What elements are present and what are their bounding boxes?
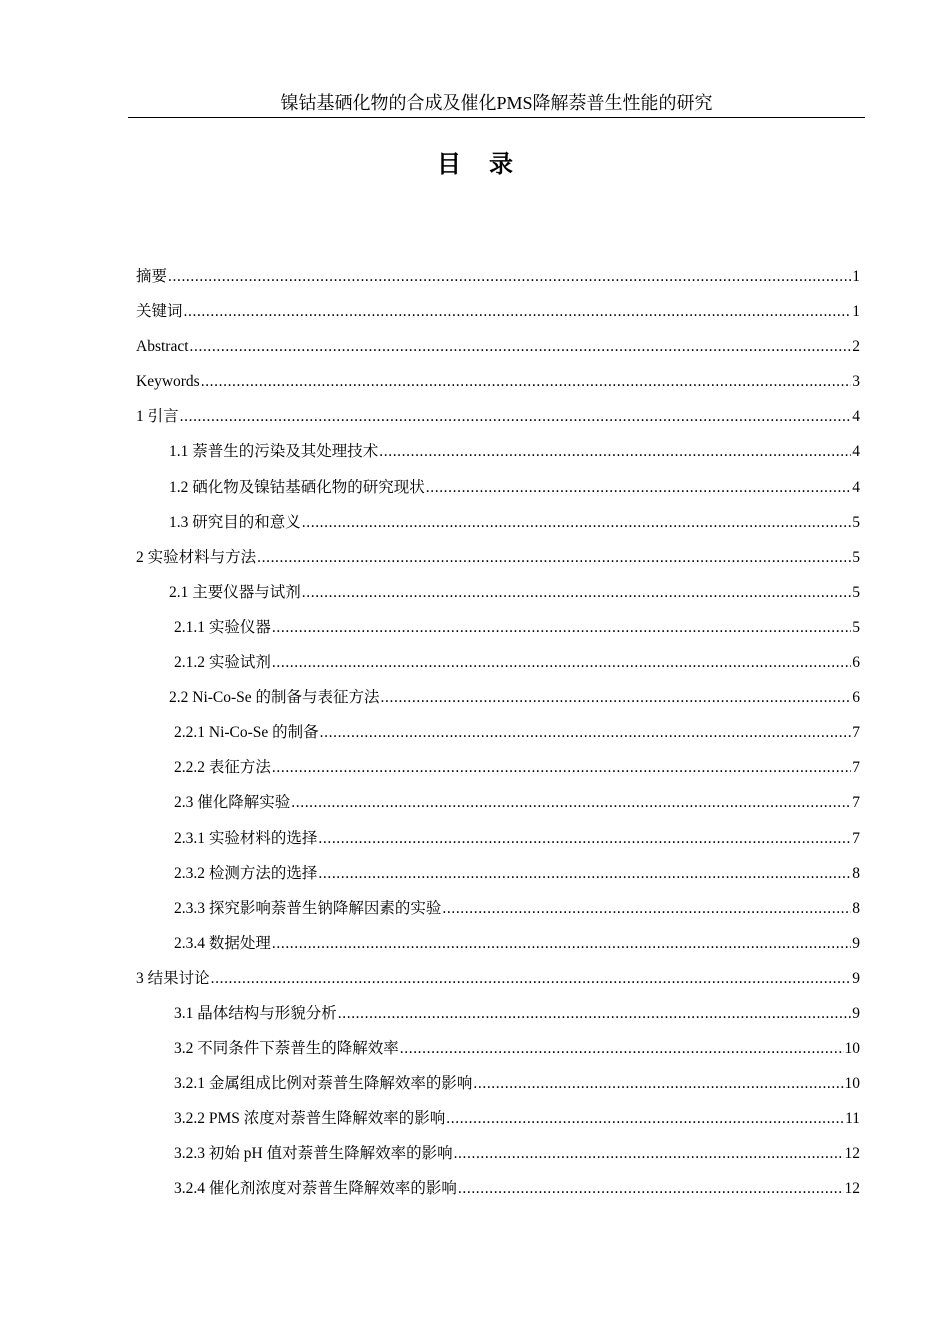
running-header: 镍钴基硒化物的合成及催化PMS降解萘普生性能的研究 (280, 93, 713, 113)
toc-dot-leader (381, 687, 852, 709)
toc-entry-label: 1.2 硒化物及镍钴基硒化物的研究现状 (169, 478, 425, 496)
toc-dot-leader (426, 477, 851, 499)
toc-entry-label: 2.1.1 实验仪器 (174, 618, 271, 636)
toc-entry-page: 7 (852, 759, 860, 777)
toc-dot-leader (257, 547, 851, 569)
toc-entry-label: 1.1 萘普生的污染及其处理技术 (169, 443, 379, 461)
toc-entry-page: 3 (852, 373, 860, 391)
toc-dot-leader (272, 933, 851, 955)
toc-entry[interactable] (136, 406, 860, 441)
toc-entry-label: 2.1.2 实验试剂 (174, 654, 271, 672)
toc-entry-page: 2 (852, 338, 860, 356)
toc-entry-page: 4 (852, 478, 860, 496)
toc-dot-leader (454, 1143, 844, 1165)
toc-entry[interactable] (136, 547, 860, 582)
toc-entry-label: 3.2.1 金属组成比例对萘普生降解效率的影响 (174, 1075, 473, 1093)
toc-entry-label: 3.2.4 催化剂浓度对萘普生降解效率的影响 (174, 1180, 457, 1198)
toc-entry-label: 2.2 Ni-Co-Se 的制备与表征方法 (169, 689, 380, 707)
toc-dot-leader (302, 512, 851, 534)
toc-entry-page: 12 (844, 1145, 860, 1163)
toc-entry[interactable] (136, 441, 860, 476)
toc-title: 目录 (437, 150, 541, 178)
toc-dot-leader (379, 441, 851, 463)
toc-entry-label: 摘要 (136, 268, 168, 285)
toc-entry[interactable] (136, 968, 860, 1003)
toc-entry-page: 9 (852, 934, 860, 952)
toc-dot-leader (320, 722, 852, 744)
toc-dot-leader (211, 968, 852, 990)
toc-entry-label: 2.1 主要仪器与试剂 (169, 583, 301, 601)
toc-entry[interactable] (136, 371, 860, 406)
toc-entry[interactable] (136, 301, 860, 336)
toc-dot-leader (184, 301, 852, 323)
toc-entry-page: 4 (852, 443, 860, 461)
toc-entry-label: Abstract (136, 338, 189, 356)
toc-entry[interactable] (136, 1038, 860, 1073)
toc-entry[interactable] (136, 477, 860, 512)
toc-entry-page: 1 (852, 268, 860, 285)
toc-entry[interactable] (136, 1003, 860, 1038)
toc-entry[interactable] (136, 898, 860, 933)
table-of-contents (136, 266, 860, 1214)
toc-dot-leader (272, 757, 851, 779)
toc-entry-label: 2 实验材料与方法 (136, 548, 257, 566)
toc-entry[interactable] (136, 722, 860, 757)
toc-entry-label: 关键词 (136, 303, 183, 321)
toc-dot-leader (338, 1003, 851, 1025)
toc-entry-page: 10 (844, 1075, 860, 1093)
toc-entry[interactable] (136, 336, 860, 371)
toc-entry-label: 3.2.3 初始 pH 值对萘普生降解效率的影响 (174, 1145, 453, 1163)
toc-entry[interactable] (136, 512, 860, 547)
toc-entry[interactable] (136, 1073, 860, 1108)
toc-entry[interactable] (136, 1108, 860, 1143)
toc-entry-page: 7 (852, 794, 860, 812)
toc-entry-page: 5 (852, 583, 860, 601)
toc-entry-page: 7 (852, 724, 860, 742)
toc-entry-page: 4 (852, 408, 860, 426)
toc-dot-leader (190, 336, 852, 358)
toc-entry-page: 8 (852, 899, 860, 917)
toc-entry-label: 3.2.2 PMS 浓度对萘普生降解效率的影响 (174, 1110, 446, 1128)
toc-entry-page: 5 (852, 618, 860, 636)
toc-dot-leader (318, 828, 851, 850)
toc-entry-page: 6 (852, 654, 860, 672)
toc-entry[interactable] (136, 617, 860, 652)
header-rule (128, 117, 865, 118)
toc-entry-label: 3 结果讨论 (136, 969, 210, 987)
toc-dot-leader (168, 266, 851, 288)
toc-entry[interactable] (136, 1178, 860, 1213)
toc-entry[interactable] (136, 863, 860, 898)
toc-dot-leader (318, 863, 851, 885)
toc-dot-leader (180, 406, 852, 428)
toc-dot-leader (442, 898, 851, 920)
toc-entry-page: 12 (844, 1180, 860, 1198)
toc-entry-page: 7 (852, 829, 860, 847)
toc-dot-leader (458, 1178, 844, 1200)
toc-entry-label: 2.2.2 表征方法 (174, 759, 271, 777)
toc-dot-leader (272, 617, 851, 639)
toc-entry-label: Keywords (136, 373, 200, 391)
toc-entry[interactable] (136, 652, 860, 687)
toc-entry[interactable] (136, 757, 860, 792)
toc-entry-page: 5 (852, 548, 860, 566)
toc-entry[interactable] (136, 828, 860, 863)
toc-entry-page: 9 (852, 969, 860, 987)
toc-entry-page: 5 (852, 513, 860, 531)
toc-entry[interactable] (136, 933, 860, 968)
toc-dot-leader (473, 1073, 843, 1095)
toc-dot-leader (446, 1108, 844, 1130)
toc-dot-leader (302, 582, 851, 604)
toc-entry-label: 2.3.2 检测方法的选择 (174, 864, 318, 882)
toc-entry-label: 2.3.4 数据处理 (174, 934, 271, 952)
toc-entry[interactable] (136, 266, 860, 301)
toc-dot-leader (272, 652, 851, 674)
toc-dot-leader (201, 371, 852, 393)
toc-entry-label: 2.2.1 Ni-Co-Se 的制备 (174, 724, 319, 742)
toc-entry-page: 8 (852, 864, 860, 882)
toc-entry-page: 1 (852, 303, 860, 321)
toc-entry[interactable] (136, 582, 860, 617)
toc-entry-label: 3.1 晶体结构与形貌分析 (174, 1004, 337, 1022)
toc-entry-label: 1.3 研究目的和意义 (169, 513, 301, 531)
toc-entry-page: 6 (852, 689, 860, 707)
toc-entry-label: 1 引言 (136, 408, 179, 426)
toc-entry-label: 2.3 催化降解实验 (174, 794, 291, 812)
toc-entry-label: 2.3.3 探究影响萘普生钠降解因素的实验 (174, 899, 442, 917)
toc-entry[interactable] (136, 1143, 860, 1178)
toc-entry-page: 9 (852, 1004, 860, 1022)
toc-entry-label: 2.3.1 实验材料的选择 (174, 829, 318, 847)
toc-entry-label: 3.2 不同条件下萘普生的降解效率 (174, 1040, 399, 1058)
toc-entry[interactable] (136, 792, 860, 827)
toc-dot-leader (291, 792, 851, 814)
toc-entry-page: 10 (844, 1040, 860, 1058)
toc-entry[interactable] (136, 687, 860, 722)
toc-entry-page: 11 (845, 1110, 860, 1128)
toc-dot-leader (400, 1038, 844, 1060)
